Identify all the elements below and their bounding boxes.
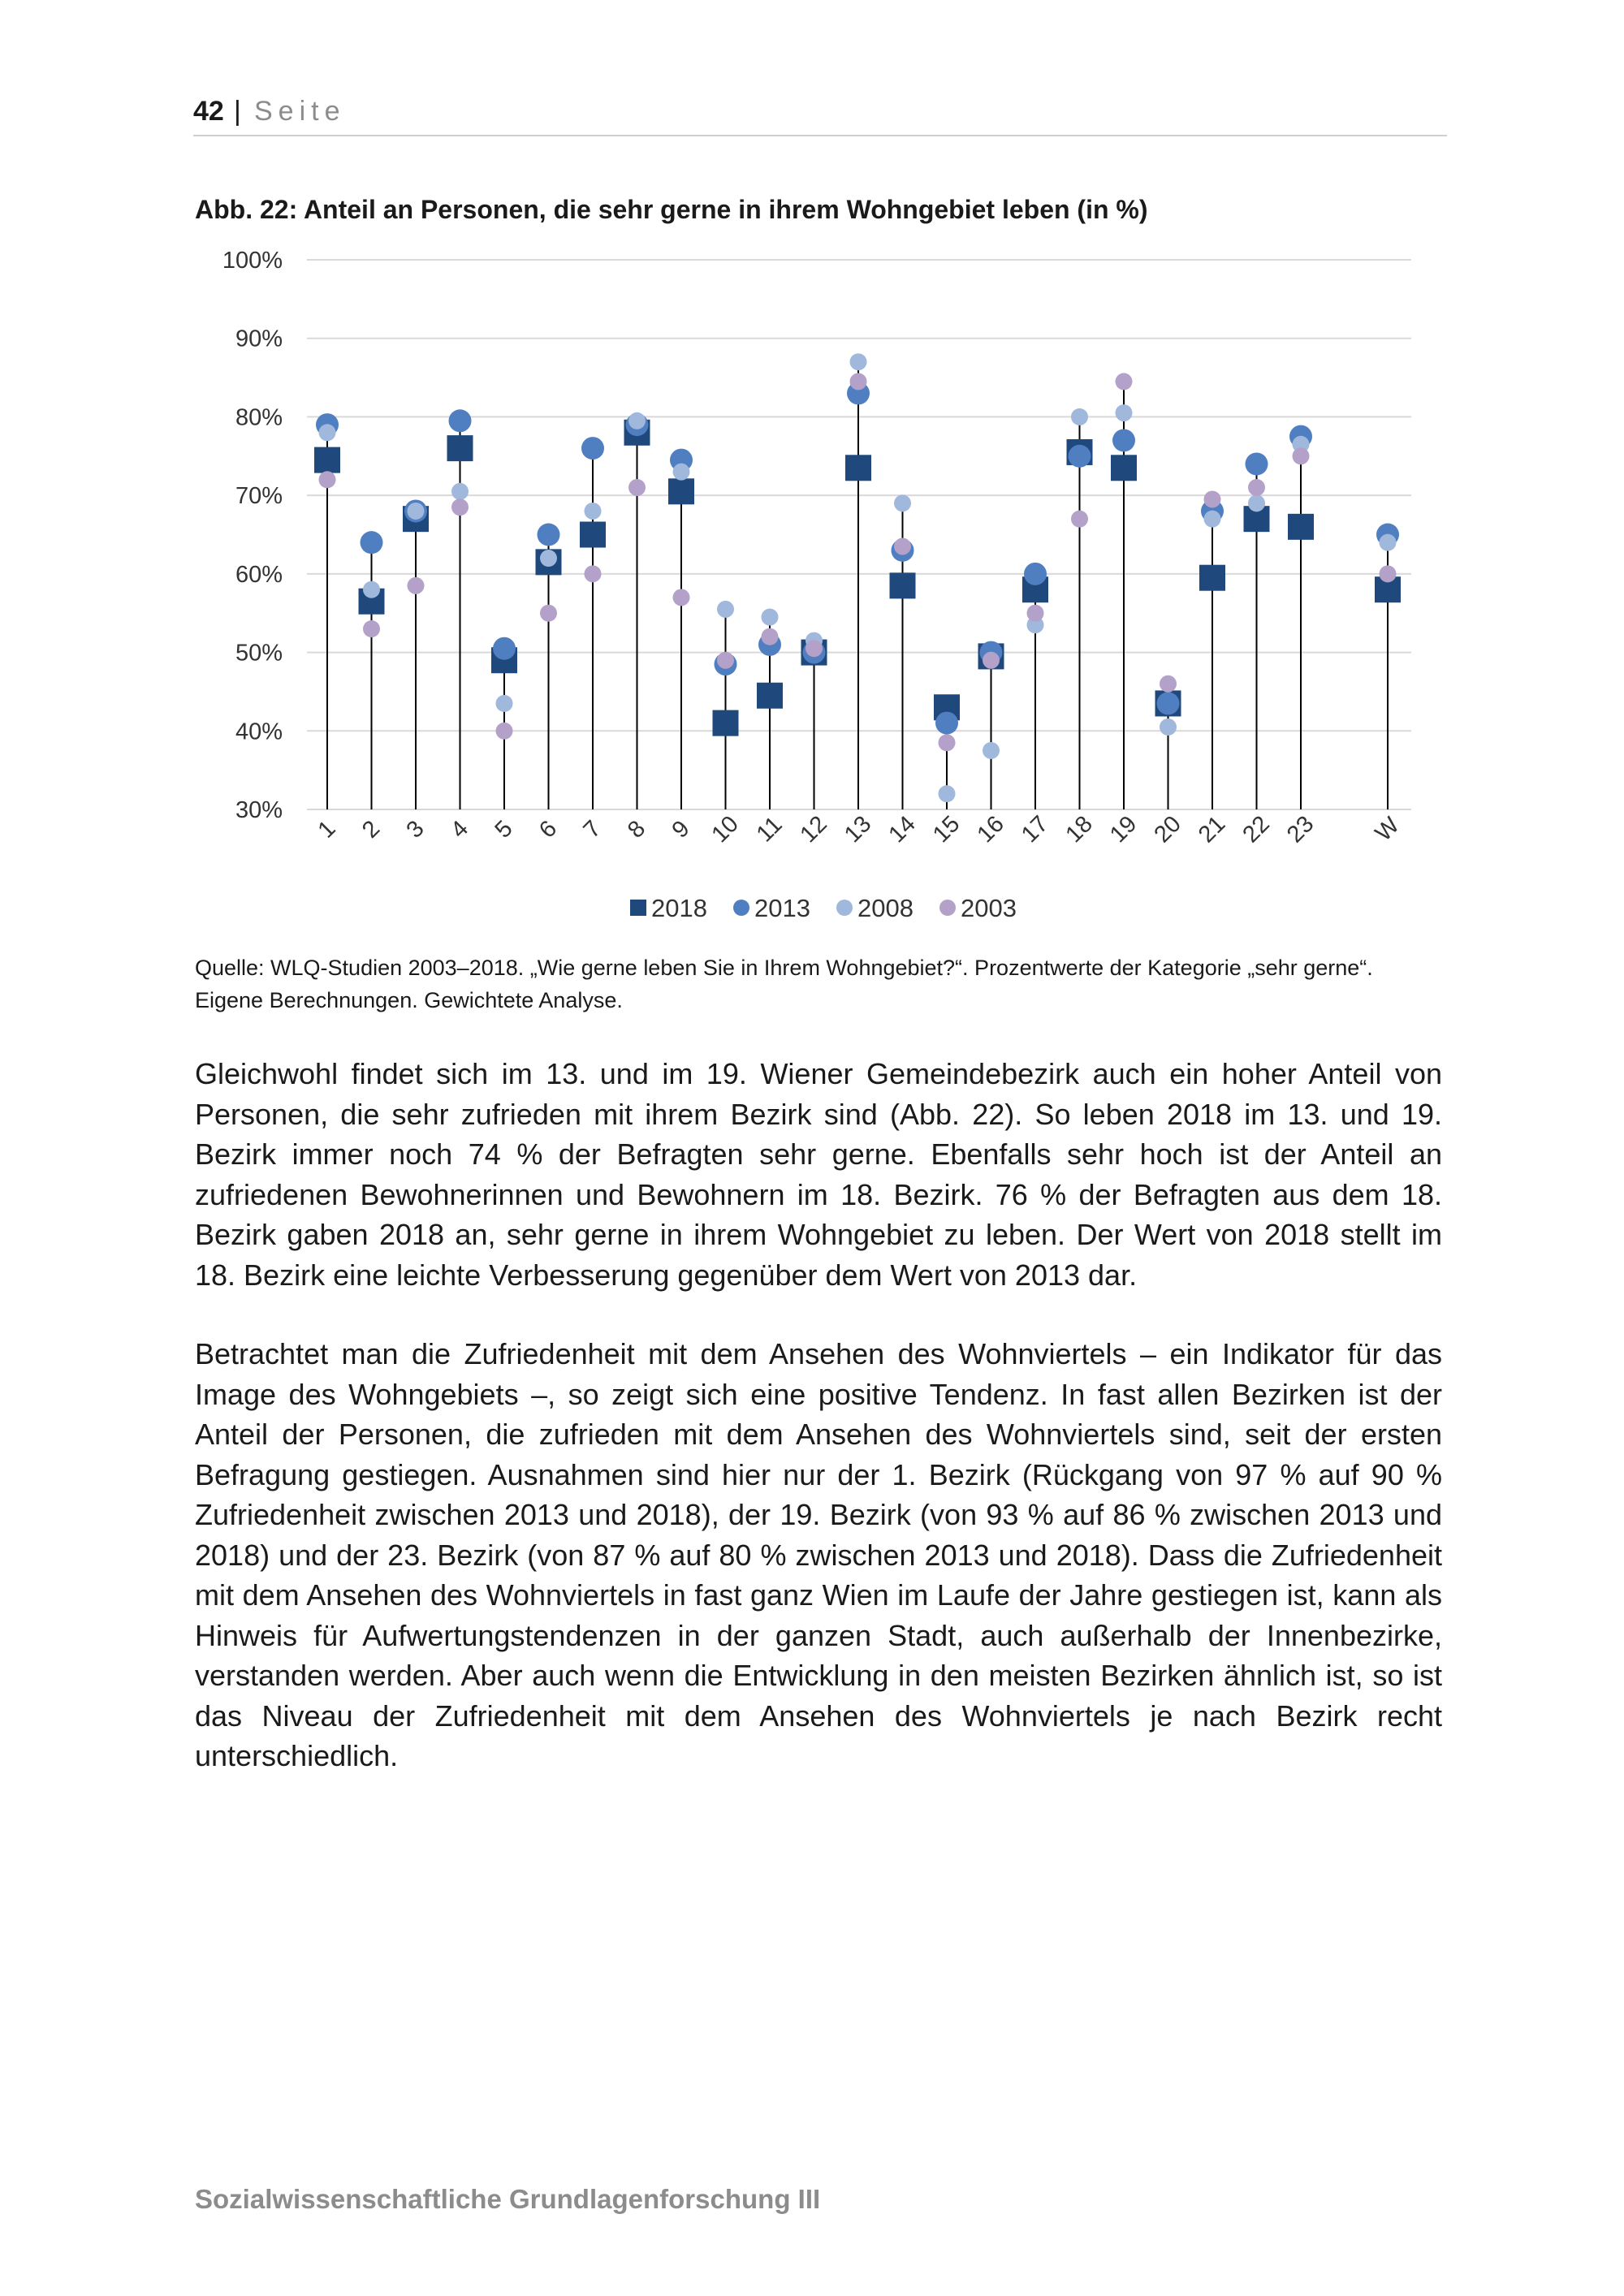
marker-2003 bbox=[1293, 447, 1310, 464]
marker-2008 bbox=[540, 550, 557, 567]
marker-2008 bbox=[408, 503, 425, 520]
marker-2013 bbox=[1246, 452, 1268, 475]
figure-title: Abb. 22: Anteil an Personen, die sehr gerne in ihrem Wohngebiet leben (in %) bbox=[195, 195, 1148, 224]
marker-2008 bbox=[363, 581, 380, 598]
marker-2003 bbox=[1380, 565, 1397, 582]
x-tick-label: 8 bbox=[623, 815, 651, 844]
legend-label-2018: 2018 bbox=[651, 894, 707, 922]
marker-2013 bbox=[581, 437, 604, 460]
lollipop-chart bbox=[193, 235, 1444, 942]
marker-2008 bbox=[983, 742, 1000, 759]
marker-2008 bbox=[1204, 511, 1221, 528]
page-number: 42 bbox=[193, 96, 224, 127]
marker-2018 bbox=[1199, 565, 1225, 591]
legend-swatch-2003 bbox=[939, 900, 956, 916]
body-paragraph-1: Gleichwohl findet sich im 13. und im 19. Wiener Gemeindebezirk auch ein hoher Anteil von Personen, die sehr zufrieden mit ihrem Bezirk sind (Abb. 22). So leben 2018 im 13. und 19. Bezirk immer noch 74 % der Befragten sehr gerne. Ebenfalls sehr hoch ist der Anteil an zufriedenen Bewohnerinnen und Bewohnern im 18. Bezirk. 76 % der Befragten aus dem 18. Bezirk gaben 2018 an, sehr gerne in ihrem Wohngebiet zu leben. Der Wert von 2018 stellt im 18. Bezirk eine leichte Verbesserung gegenüber dem Wert von 2013 dar. bbox=[195, 1057, 1442, 1292]
marker-2018 bbox=[713, 710, 739, 736]
body-paragraph-2: Betrachtet man die Zufriedenheit mit dem Ansehen des Wohnviertels – ein Indikator für das Image des Wohngebiets –, so zeigt sich eine positive Tendenz. In fast allen Bezirken ist der Anteil der Personen, die zufrieden mit dem Ansehen des Wohnviertels sind, seit der ersten Befragung gestiegen. Ausnahmen sind hier nur der 1. Bezirk (Rückgang von 97 % auf 90 % Zufriedenheit zwischen 2013 und 2018), der 19. Bezirk (von 93 % auf 86 % zwischen 2013 und 2018) und der 23. Bezirk (von 87 % auf 80 % zwischen 2013 und 2018). Dass die Zufriedenheit mit dem Ansehen des Wohnviertels in fast ganz Wien im Laufe der Jahre gestiegen ist, kann als Hinweis für Aufwertungstendenzen in der ganzen Stadt, auch außerhalb der Innenbezirke, verstanden werden. Aber auch wenn die Entwicklung in den meisten Bezirken ähnlich ist, so ist das Niveau der Zufriedenheit mit dem Ansehen des Wohnviertels je nach Bezirk recht unterschiedlich. bbox=[195, 1337, 1442, 1772]
y-tick-label: 60% bbox=[235, 561, 283, 588]
marker-2008 bbox=[496, 695, 513, 712]
marker-2003 bbox=[408, 577, 425, 594]
marker-2008 bbox=[451, 483, 469, 500]
x-tick-label: 7 bbox=[578, 815, 607, 844]
marker-2018 bbox=[668, 478, 694, 504]
marker-2018 bbox=[757, 683, 783, 709]
marker-2003 bbox=[363, 620, 380, 637]
legend-label-2008: 2008 bbox=[857, 894, 914, 922]
page-header bbox=[193, 96, 1447, 136]
x-tick-label: 19 bbox=[1104, 810, 1142, 848]
marker-2008 bbox=[894, 494, 911, 511]
marker-2008 bbox=[628, 412, 646, 429]
marker-2008 bbox=[1380, 534, 1397, 551]
marker-2018 bbox=[314, 447, 340, 473]
marker-2003 bbox=[1027, 605, 1044, 622]
x-tick-label: 16 bbox=[972, 810, 1009, 848]
marker-2018 bbox=[1111, 455, 1137, 481]
x-tick-label: 15 bbox=[927, 810, 965, 848]
marker-2003 bbox=[1248, 479, 1265, 496]
y-tick-label: 30% bbox=[235, 797, 283, 823]
figure-source: Quelle: WLQ-Studien 2003–2018. „Wie gerne leben Sie in Ihrem Wohngebiet?“. Prozentwerte der Kategorie „sehr gerne“. Eigene Berechnungen. Gewichtete Analyse. bbox=[195, 956, 1373, 1012]
y-tick-label: 70% bbox=[235, 483, 283, 510]
marker-2008 bbox=[850, 353, 867, 370]
x-tick-label: 10 bbox=[706, 810, 744, 848]
marker-2003 bbox=[319, 471, 336, 488]
marker-2003 bbox=[762, 628, 779, 645]
x-tick-label: W bbox=[1370, 812, 1405, 847]
marker-2013 bbox=[1069, 445, 1091, 468]
marker-2003 bbox=[496, 723, 513, 740]
marker-2008 bbox=[673, 464, 690, 481]
marker-2003 bbox=[540, 605, 557, 622]
marker-2018 bbox=[447, 435, 473, 461]
x-tick-label: 1 bbox=[313, 815, 341, 844]
x-tick-label: 9 bbox=[667, 815, 695, 844]
marker-2013 bbox=[449, 409, 472, 432]
x-tick-label: 6 bbox=[534, 815, 563, 844]
x-tick-label: 20 bbox=[1149, 810, 1186, 848]
marker-2013 bbox=[1024, 563, 1047, 585]
marker-2008 bbox=[939, 785, 956, 802]
x-tick-label: 13 bbox=[839, 810, 877, 848]
x-tick-label: 12 bbox=[795, 810, 832, 848]
y-tick-label: 50% bbox=[235, 640, 283, 667]
marker-2013 bbox=[538, 524, 560, 546]
y-tick-label: 100% bbox=[222, 248, 283, 274]
marker-2013 bbox=[361, 531, 383, 554]
marker-2003 bbox=[850, 373, 867, 390]
legend-swatch-2018 bbox=[630, 900, 646, 916]
marker-2003 bbox=[894, 538, 911, 555]
marker-2003 bbox=[1071, 511, 1088, 528]
legend-label-2013: 2013 bbox=[754, 894, 810, 922]
y-tick-label: 90% bbox=[235, 326, 283, 352]
marker-2003 bbox=[451, 498, 469, 516]
marker-2003 bbox=[1204, 490, 1221, 507]
x-tick-label: 18 bbox=[1060, 810, 1098, 848]
marker-2003 bbox=[1116, 373, 1133, 390]
marker-2018 bbox=[845, 455, 871, 481]
y-tick-label: 40% bbox=[235, 719, 283, 745]
marker-2003 bbox=[673, 589, 690, 606]
legend-swatch-2013 bbox=[733, 900, 749, 916]
marker-2003 bbox=[628, 479, 646, 496]
x-tick-label: 17 bbox=[1016, 810, 1054, 848]
x-tick-label: 23 bbox=[1281, 810, 1320, 848]
marker-2013 bbox=[493, 637, 516, 660]
marker-2013 bbox=[1112, 429, 1135, 451]
marker-2003 bbox=[1160, 675, 1177, 693]
page-separator: | bbox=[234, 96, 241, 127]
marker-2003 bbox=[939, 734, 956, 751]
marker-2008 bbox=[319, 424, 336, 441]
x-tick-label: 21 bbox=[1193, 810, 1231, 848]
marker-2018 bbox=[890, 572, 916, 598]
x-tick-label: 11 bbox=[751, 811, 788, 848]
marker-2003 bbox=[806, 640, 823, 657]
marker-2008 bbox=[1116, 404, 1133, 421]
x-tick-label: 3 bbox=[401, 815, 430, 844]
marker-2003 bbox=[585, 565, 602, 582]
marker-2008 bbox=[1160, 719, 1177, 736]
marker-2008 bbox=[1071, 408, 1088, 425]
legend-label-2003: 2003 bbox=[961, 894, 1017, 922]
x-tick-label: 5 bbox=[490, 815, 518, 844]
marker-2018 bbox=[1288, 514, 1314, 540]
x-tick-label: 22 bbox=[1237, 810, 1275, 848]
page-word: Seite bbox=[254, 96, 346, 127]
legend-swatch-2008 bbox=[836, 900, 853, 916]
marker-2003 bbox=[983, 652, 1000, 669]
marker-2008 bbox=[717, 601, 734, 618]
marker-2003 bbox=[717, 652, 734, 669]
x-tick-label: 2 bbox=[357, 815, 386, 844]
x-tick-label: 14 bbox=[883, 810, 921, 848]
marker-2008 bbox=[585, 503, 602, 520]
x-tick-label: 4 bbox=[446, 815, 474, 844]
marker-2013 bbox=[1157, 692, 1180, 714]
y-tick-label: 80% bbox=[235, 404, 283, 431]
marker-2018 bbox=[580, 522, 606, 548]
marker-2008 bbox=[1248, 494, 1265, 511]
marker-2013 bbox=[935, 712, 958, 735]
marker-2008 bbox=[762, 609, 779, 626]
footer-text: Sozialwissenschaftliche Grundlagenforschung III bbox=[195, 2184, 821, 2214]
